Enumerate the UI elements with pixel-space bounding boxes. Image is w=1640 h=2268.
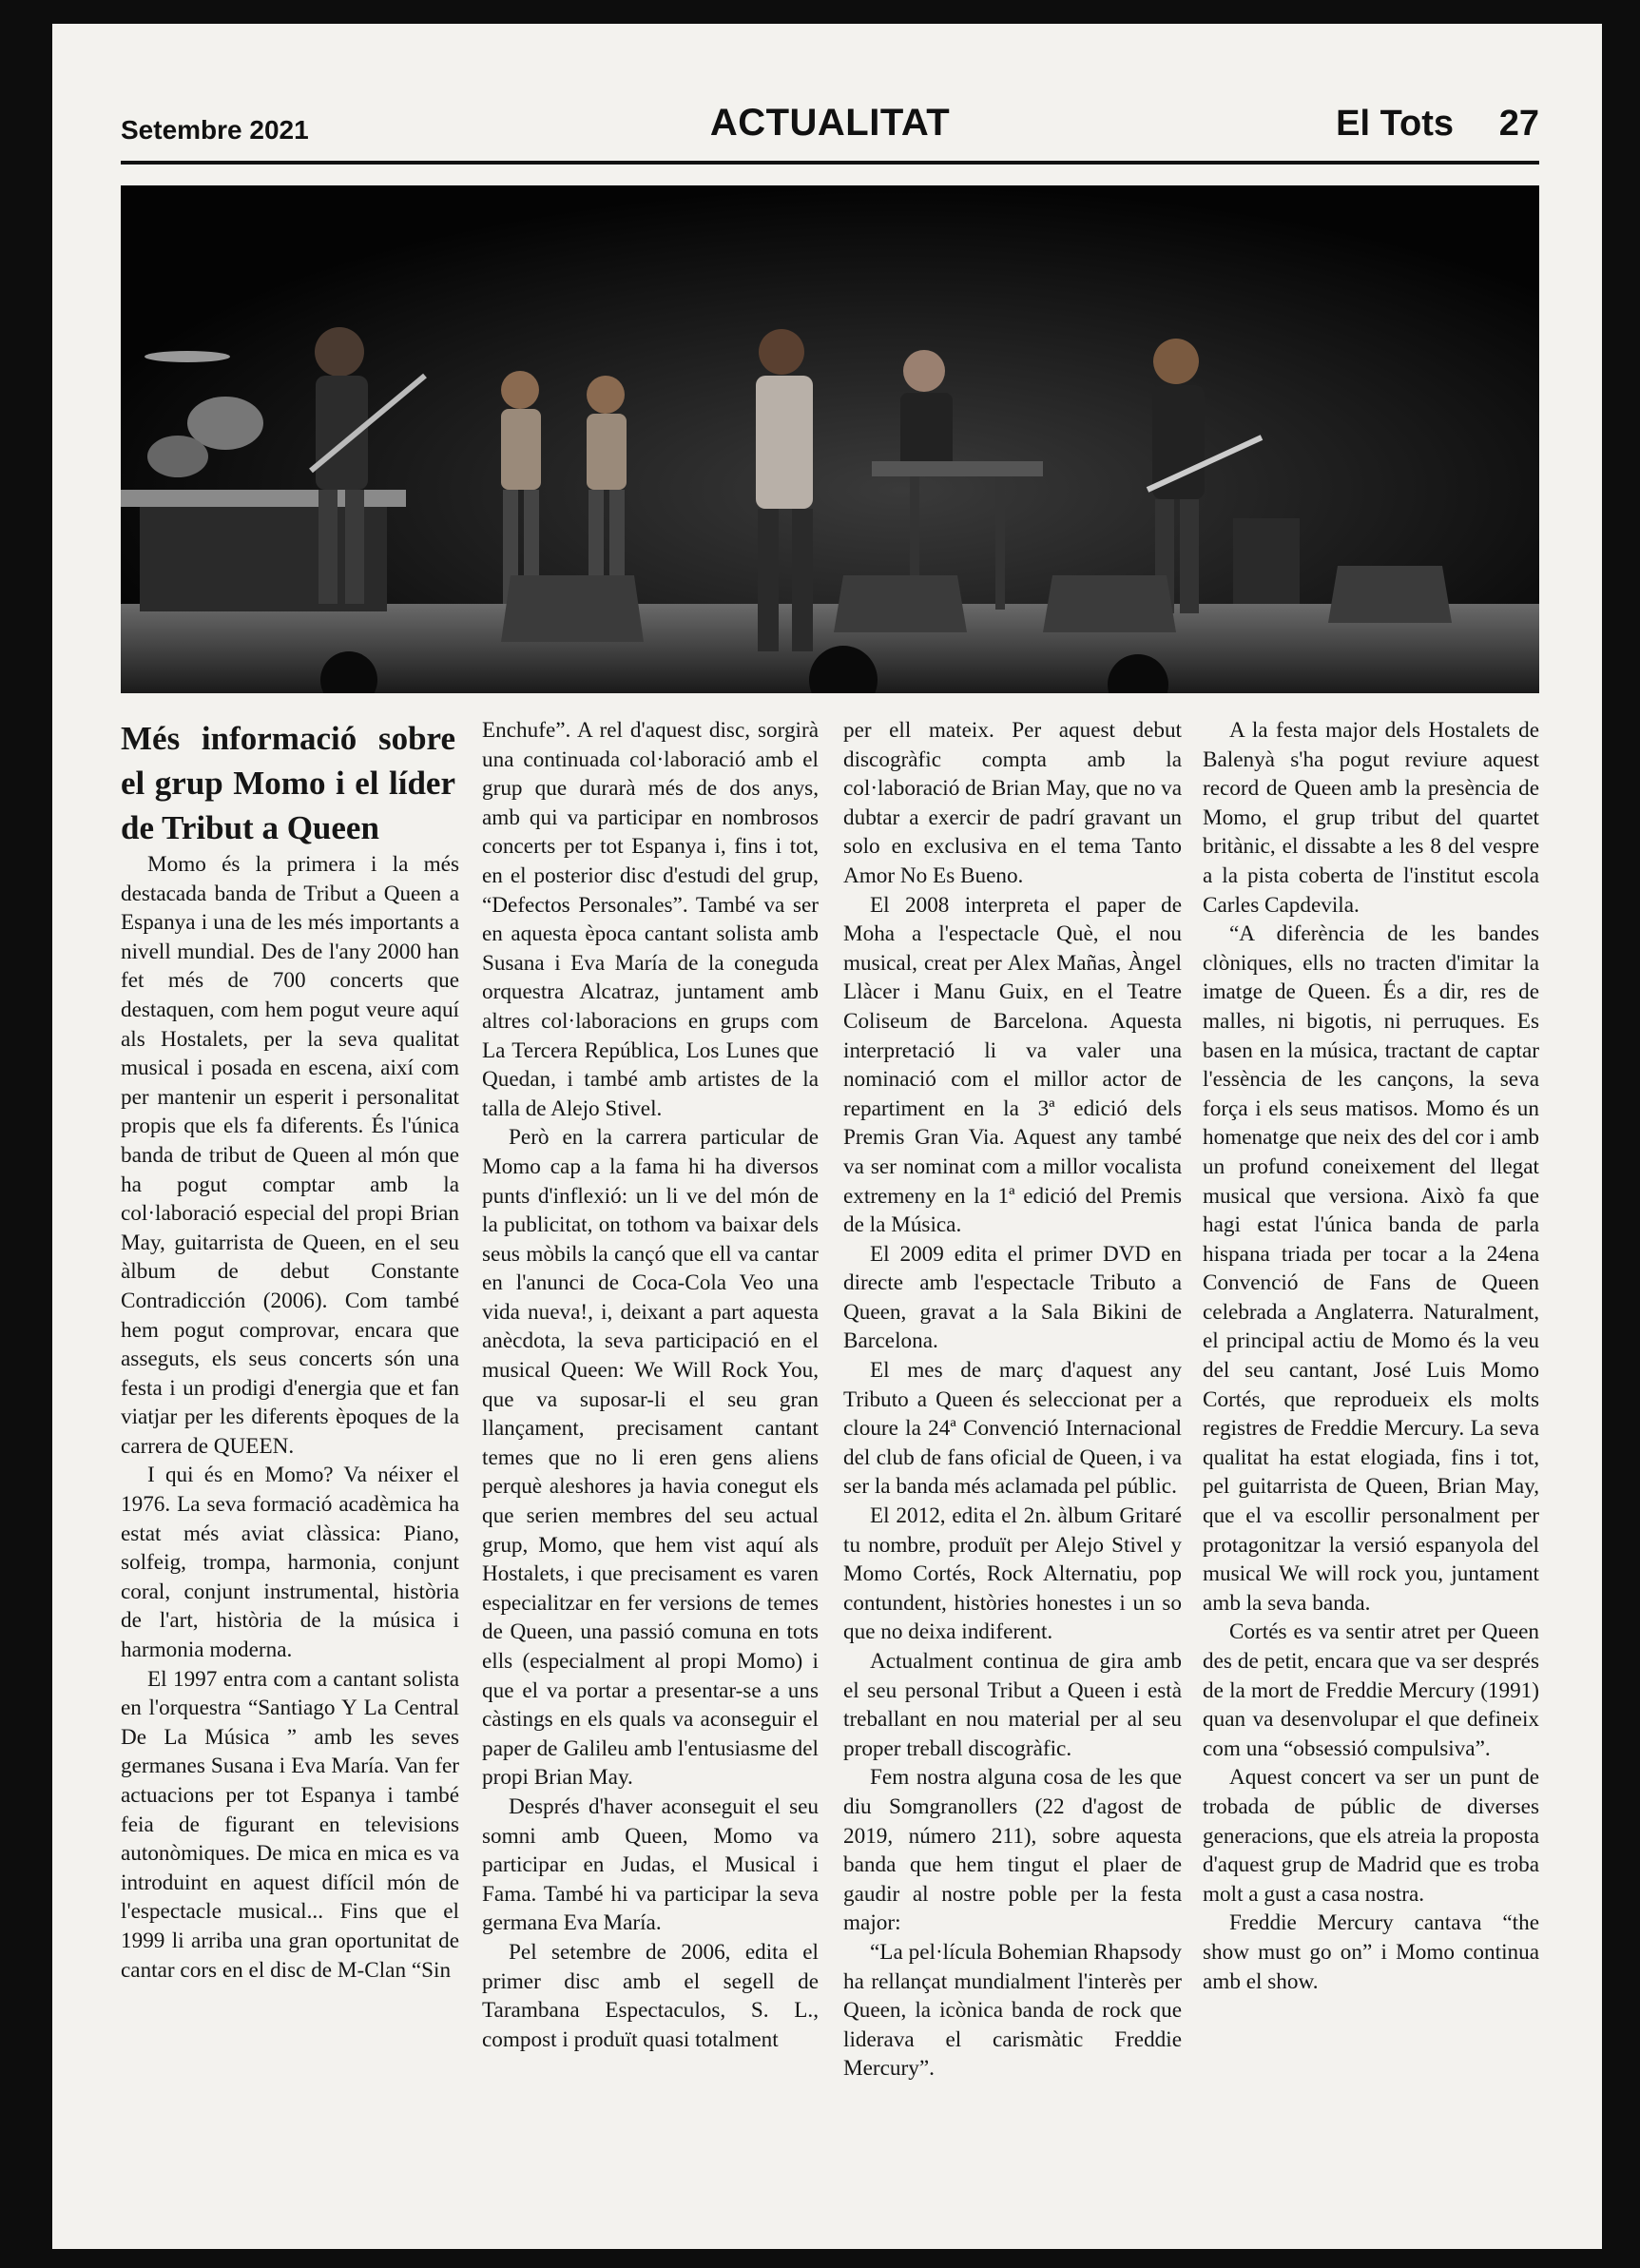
paragraph: El 2009 edita el primer DVD en directe amb l'espectacle Tributo a Queen, gravat a la Sala Bikini de Barcelona. bbox=[843, 1241, 1182, 1354]
paragraph: Actualment continua de gira amb el seu personal Tribut a Queen i està treballant en nou material per al seu proper treball discogràfic. bbox=[843, 1649, 1182, 1761]
paragraph: El 2008 interpreta el paper de Moha a l'espectacle Què, el nou musical, creat per Alex Mañas, Àngel Llàcer i Manu Guix, en el Teatre Coliseum de Barcelona. Aquesta interpretació li va valer una nominació com el millor actor de repartiment en la 3ª edició dels Premis Gran Via. Aquest any també va ser nominat com a millor vocalista extremeny en la 1ª edició del Premis de la Música. bbox=[843, 892, 1182, 1238]
page-number: 27 bbox=[1498, 104, 1539, 144]
paragraph: per ell mateix. Per aquest debut discogràfic compta amb la col·laboració de Brian May, que no va dubtar a exercir de padrí gravant un solo en exclusiva en el tema Tanto Amor No Es Bueno. bbox=[843, 718, 1182, 888]
paragraph: Enchufe”. A rel d'aquest disc, sorgirà una continuada col·laboració amb el grup que durarà més de dos anys, amb qui va participar en nombrosos concerts per tot Espanya i, fins i tot, en el posterior disc d'estudi del grup, “Defectos Personales”. També va ser en aquesta època cantant solista amb Susana i Eva María de la coneguda orquestra Alcatraz, juntament amb altres col·laboracions en grups com La Tercera República, Los Lunes que Quedan, i també amb artistes de la talla de Alejo Stivel. bbox=[482, 718, 819, 1121]
article-column-2 bbox=[482, 716, 819, 2054]
paragraph: Però en la carrera particular de Momo cap a la fama hi ha diversos punts d'inflexió: un li ve del món de la publicitat, on tothom va baixar dels seus mòbils la cançó que ell va cantar en l'anunci de Coca-Cola Veo una vida nueva!, i, deixant a part aquesta anècdota, la seva participació en el musical Queen: We Will Rock You, que va suposar-li el seu gran llançament, precisament cantant temes que no li eren gens aliens perquè aleshores ja havia conegut els que serien membres del seu actual grup, Momo, que hem vist aquí als Hostalets, i que precisament es varen especialitzar en fer versions de temes de Queen, una passió comuna en tots ells (especialment al propi Momo) i que el va portar a presentar-se a uns càstings en els quals va aconseguir el paper de Galileu amb l'entusiasme del propi Brian May. bbox=[482, 1125, 819, 1791]
newspaper-page bbox=[52, 24, 1602, 2249]
section-title: ACTUALITAT bbox=[709, 102, 951, 144]
paragraph: A la festa major dels Hostalets de Balenyà s'ha pogut reviure aquest record de Queen amb la presència de Momo, el grup tribut del quartet britànic, el dissabte a les 8 del vespre a la pista coberta de l'institut escola Carles Capdevila. bbox=[1203, 718, 1539, 918]
paragraph: Aquest concert va ser un punt de trobada de públic de diverses generacions, que els atreia la proposta d'aquest grup de Madrid que es troba molt a gust a casa nostra. bbox=[1203, 1765, 1539, 1907]
publication-name: El Tots bbox=[1336, 104, 1454, 144]
paragraph: I qui és en Momo? Va néixer el 1976. La seva formació acadèmica ha estat més aviat clàssica: Piano, solfeig, trompa, harmonia, conjunt coral, conjunt instrumental, història de l'art, història de la música i harmonia moderna. bbox=[121, 1463, 459, 1663]
issue-date: Setembre 2021 bbox=[121, 115, 309, 145]
paragraph: “A diferència de les bandes clòniques, ells no tracten d'imitar la imatge de Queen. És a dir, res de malles, ni bigotis, ni perruques. Es basen en la música, tractant de captar l'essència de les cançons, la seva força i els seus matisos. Momo és un homenatge que neix des del cor i amb un profund coneixement del llegat musical que versiona. Això fa que hagi estat l'única banda de parla hispana triada per tocar a la 24ena Convenció de Fans de Queen celebrada a Anglaterra. Naturalment, el principal actiu de Momo és la veu del seu cantant, José Luis Momo Cortés, que reprodueix els molts registres de Freddie Mercury. La seva qualitat ha estat elogiada, fins i tot, pel guitarrista de Queen, Brian May, que el va escollir personalment per protagonitzar la versió espanyola del musical We will rock you, juntament amb la seva banda. bbox=[1203, 921, 1539, 1616]
page-header bbox=[121, 92, 1539, 165]
paragraph: Fem nostra alguna cosa de les que diu Somgranollers (22 d'agost de 2019, número 211), sobre aquesta banda que hem tingut el plaer de gaudir al nostre poble per la festa major: bbox=[843, 1765, 1182, 1936]
paragraph: Freddie Mercury cantava “the show must go on” i Momo continua amb el show. bbox=[1203, 1910, 1539, 1994]
paragraph: Momo és la primera i la més destacada banda de Tribut a Queen a Espanya i una de les més importants a nivell mundial. Des de l'any 2000 han fet més de 700 concerts que destaquen, com hem pogut veure aquí als Hostalets, per la seva qualitat musical i posada en escena, així com per mantenir un esperit i personalitat propis que els fa diferents. És l'única banda de tribut de Queen al món que ha pogut comptar amb la col·laboració especial del propi Brian May, guitarrista de Queen, en el seu àlbum de debut Constante Contradicción (2006). Com també hem pogut comprovar, encara que asseguts, els seus concerts són una festa i un prodigi d'energia que et fan viatjar per les diferents èpoques de la carrera de QUEEN. bbox=[121, 852, 459, 1459]
concert-stage-photo bbox=[121, 185, 1539, 693]
paragraph: El mes de març d'aquest any Tributo a Queen és seleccionat per a cloure la 24ª Convenció Internacional del club de fans oficial de Queen, i va ser la banda més aclamada pel públic. bbox=[843, 1358, 1182, 1500]
paragraph: Cortés es va sentir atret per Queen des de petit, encara que va ser després de la mort de Freddie Mercury (1991) quan va desenvolupar el que defineix com una “obsessió compulsiva”. bbox=[1203, 1619, 1539, 1761]
article-column-3 bbox=[843, 716, 1182, 2084]
header-rule bbox=[121, 161, 1539, 165]
article-column-4 bbox=[1203, 716, 1539, 1996]
article-column-1 bbox=[121, 716, 459, 1985]
paragraph: “La pel·lícula Bohemian Rhapsody ha rellançat mundialment l'interès per Queen, la icònica banda de rock que liderava el carismàtic Freddie Mercury”. bbox=[843, 1939, 1182, 2082]
paragraph: Pel setembre de 2006, edita el primer disc amb el segell de Tarambana Espectaculos, S. L., compost i produït quasi totalment bbox=[482, 1939, 819, 2052]
paragraph: Després d'haver aconseguit el seu somni amb Queen, Momo va participar en Judas, el Musical i Fama. També hi va participar la seva germana Eva María. bbox=[482, 1793, 819, 1936]
article-headline: Més informació sobre el grup Momo i el líder de Tribut a Queen bbox=[121, 720, 455, 846]
paragraph: El 2012, edita el 2n. àlbum Gritaré tu nombre, produït per Alejo Stivel y Momo Cortés, Rock Alternatiu, pop contundent, històries honestes i un so que no deixa indiferent. bbox=[843, 1503, 1182, 1645]
paragraph: El 1997 entra com a cantant solista en l'orquestra “Santiago Y La Central De La Música ” amb les seves germanes Susana i Eva María. Van fer actuacions per tot Espanya i també feia de figurant en televisions autonòmiques. De mica en mica es va introduint en aquest difícil món de l'espectacle musical... Fins que el 1999 li arriba una gran oportunitat de cantar cors en el disc de M-Clan “Sin bbox=[121, 1666, 459, 1983]
